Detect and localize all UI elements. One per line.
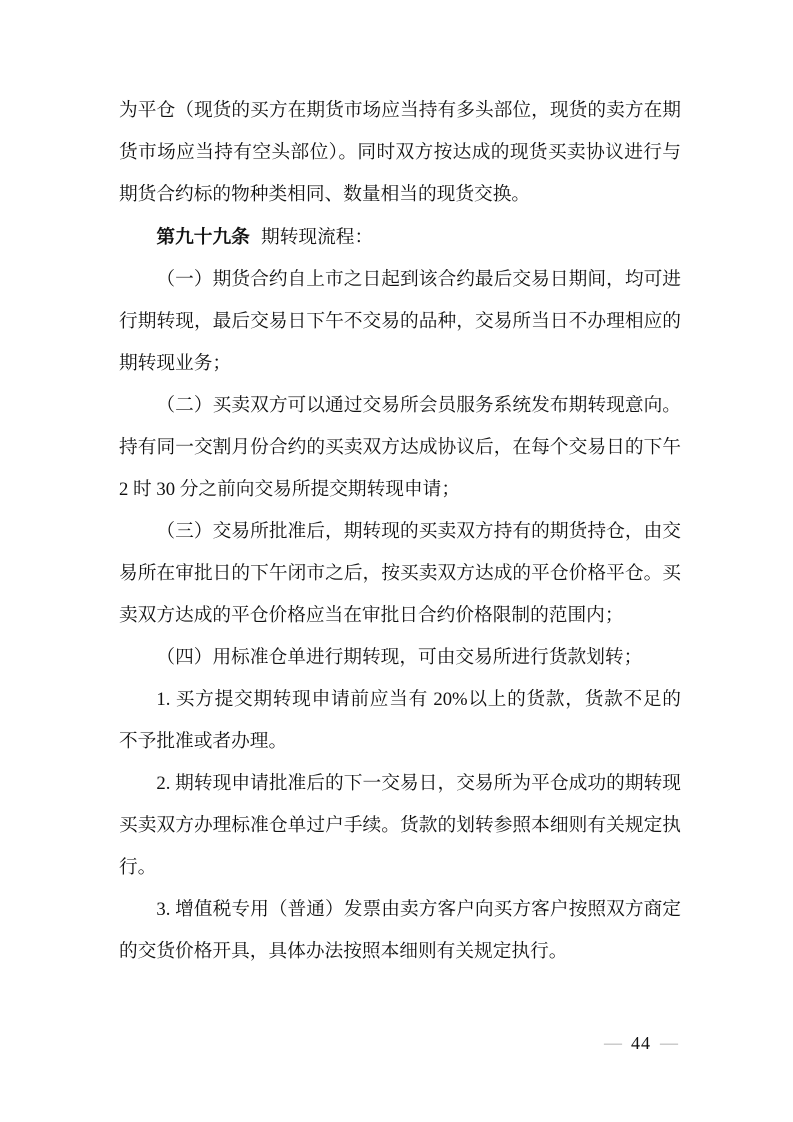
paragraph-item-3: （三）交易所批准后，期转现的买卖双方持有的期货持仓，由交易所在审批日的下午闭市之后，按买卖双方达成的平仓价格平仓。买卖双方达成的平仓价格应当在审批日合约价格限制的范围内； [119, 521, 681, 626]
article-title: 期转现流程： [261, 227, 374, 248]
paragraph-subitem-1: 1. 买方提交期转现申请前应当有 20%以上的货款，货款不足的不予批准或者办理。 [119, 689, 681, 752]
page-footer [596, 1028, 686, 1058]
footer-dash-right: — [660, 1034, 678, 1052]
paragraph-item-1: （一）期货合约自上市之日起到该合约最后交易日期间，均可进行期转现，最后交易日下午不交易的品种，交易所当日不办理相应的期转现业务； [119, 269, 681, 374]
article-number-label: 第九十九条 [156, 226, 250, 247]
paragraph-continuation: 为平仓（现货的买方在期货市场应当持有多头部位，现货的卖方在期货市场应当持有空头部位）。同时双方按达成的现货买卖协议进行与期货合约标的物种类相同、数量相当的现货交换。 [119, 100, 681, 205]
paragraph-subitem-3: 3. 增值税专用（普通）发票由卖方客户向买方客户按照双方商定的交货价格开具，具体办法按照本细则有关规定执行。 [119, 899, 681, 962]
paragraph-item-2: （二）买卖双方可以通过交易所会员服务系统发布期转现意向。持有同一交割月份合约的买卖双方达成协议后，在每个交易日的下午 2 时 30 分之前向交易所提交期转现申请； [119, 395, 681, 500]
paragraph-subitem-2: 2. 期转现申请批准后的下一交易日，交易所为平仓成功的期转现买卖双方办理标准仓单过户手续。货款的划转参照本细则有关规定执行。 [119, 773, 681, 878]
document-body [119, 90, 681, 973]
paragraph-item-4: （四）用标准仓单进行期转现，可由交易所进行货款划转； [156, 647, 643, 668]
article-heading [119, 216, 681, 259]
page-number: 44 [631, 1033, 651, 1053]
footer-dash-left: — [604, 1034, 622, 1052]
